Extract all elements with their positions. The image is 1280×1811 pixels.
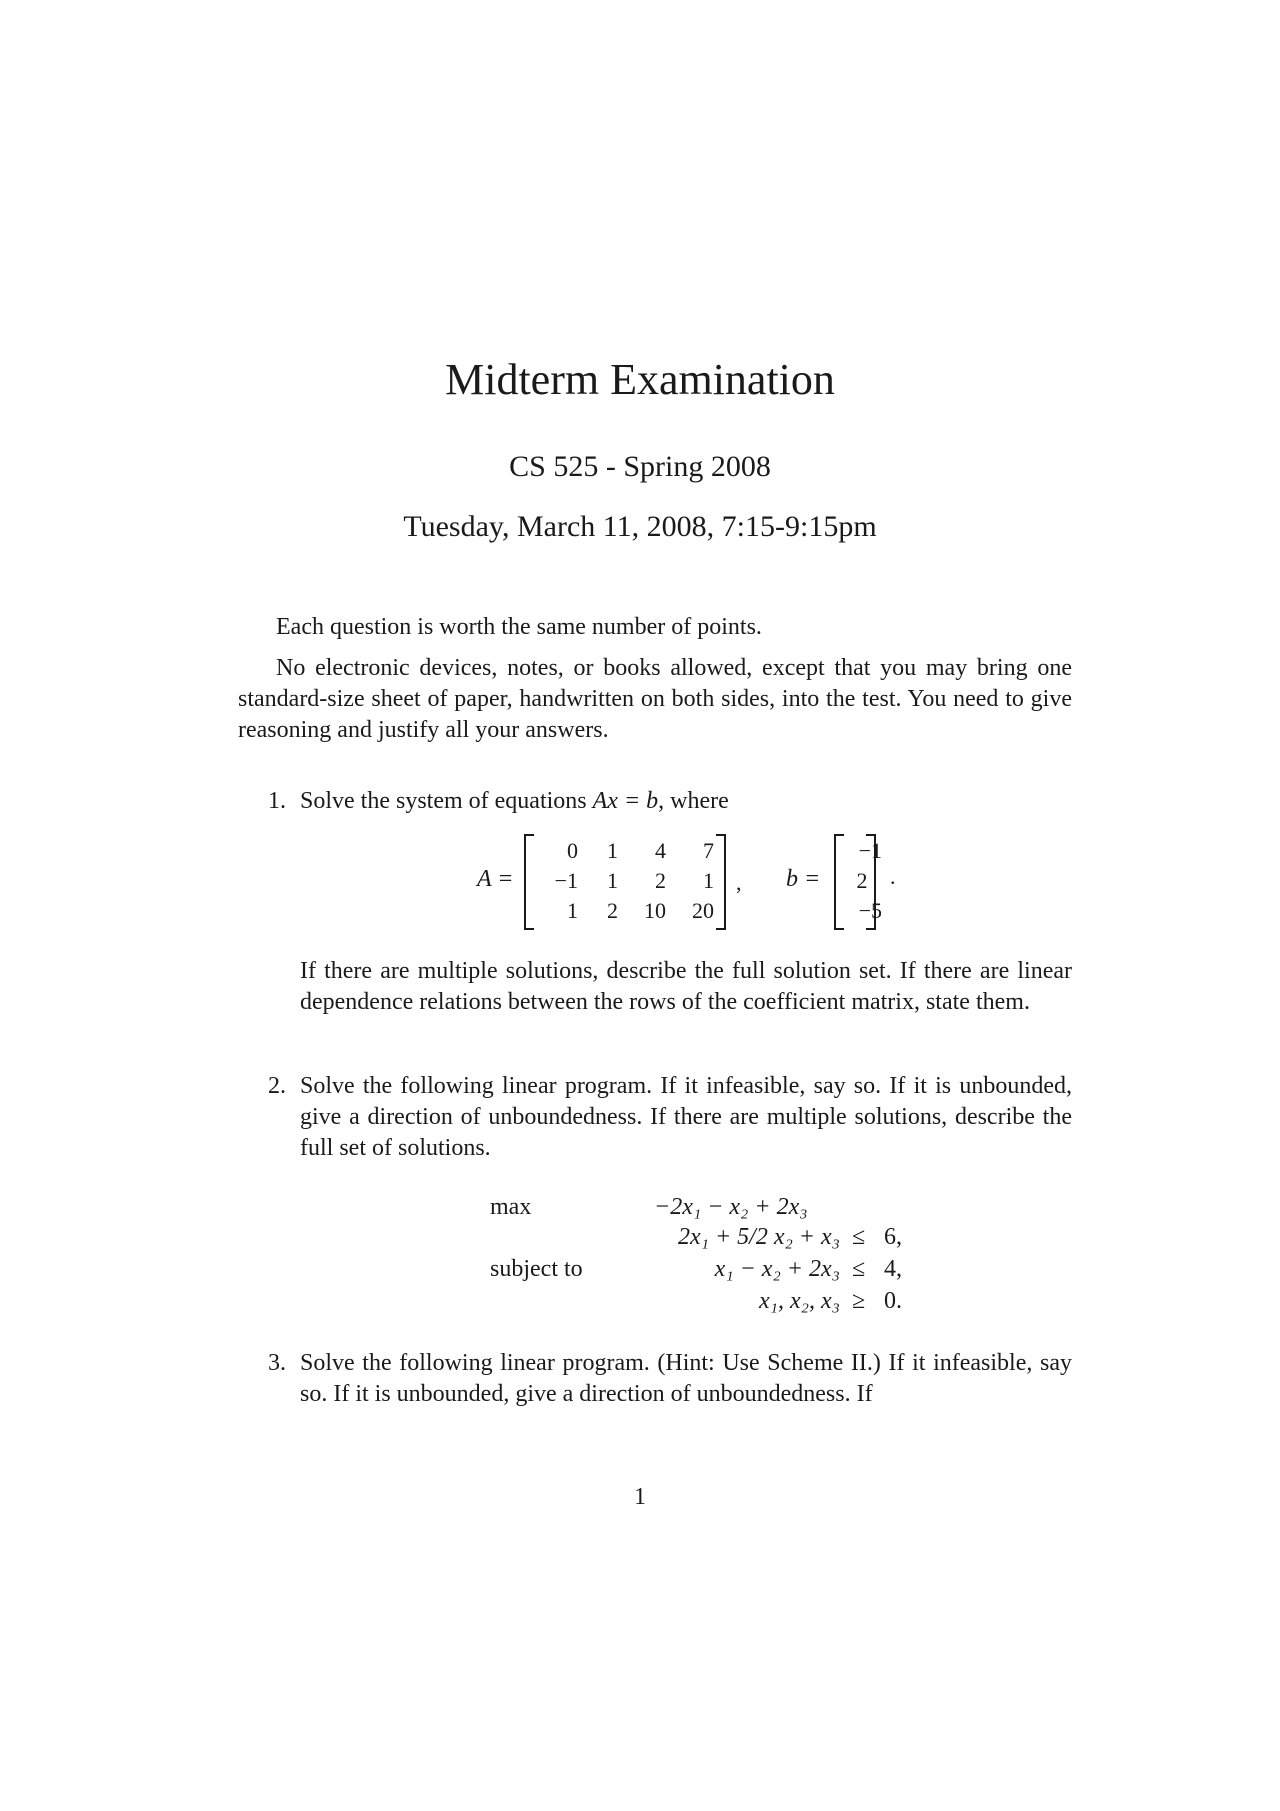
course-name: CS 525 - Spring 2008 [509,450,771,483]
matrix-a-cell: −1 [554,868,578,893]
matrix-a-cell: 4 [655,838,666,863]
vector-b-cell: 2 [856,868,868,893]
matrix-a-cell: 0 [567,838,578,863]
instruction-points: Each question is worth the same number of points. [276,614,762,640]
lp-constraint-3-rel: ≥ [852,1288,866,1314]
matrix-a-cell: 2 [607,898,618,923]
vector-b-cell: −1 [858,838,882,863]
matrix-a-cell: 1 [567,898,578,923]
question-1-number: 1. [268,788,286,814]
matrix-a-left-bracket [524,834,534,930]
lp-constraint-1-rel: ≤ [852,1224,866,1250]
matrix-a-label: A = [477,866,514,892]
lp-constraint-3-rhs: 0. [884,1288,902,1314]
matrix-a-cell: 20 [692,898,714,923]
vector-b-cell: −5 [858,898,882,923]
question-2-text: Solve the following linear program. If it infeasible, say so. If it is unbounded, give a direction of unboundedness. If there are multiple solutions, describe the full set of solutions. [300,1073,1072,1161]
matrix-a-cell: 2 [655,868,666,893]
lp-constraint-2-lhs: x₁ − x₂ + 2x₃ [714,1256,840,1282]
question-1-intro [300,786,1072,817]
vector-b-right-bracket [866,834,876,930]
question-3-text: Solve the following linear program. (Hint: Use Scheme II.) If it infeasible, say so. If it is unbounded, give a direction of unboundedness. If [300,1350,1072,1407]
matrix-a-right-bracket [716,834,726,930]
lp-subject-to-label: subject to [490,1256,583,1282]
instruction-rules: No electronic devices, notes, or books allowed, except that you may bring one standard-size sheet of paper, handwritten on both sides, into the test. You need to give reasoning and justify all your answers. [238,655,1072,743]
question-1-intro-suffix: , where [658,788,729,814]
matrix-a [536,836,714,926]
question-1-intro-prefix: Solve the system of equations [300,788,587,814]
exam-title: Midterm Examination [445,355,835,404]
question-1-equation: Ax = b [592,788,659,814]
question-1-followup: If there are multiple solutions, describe the full solution set. If there are linear dependence relations between the rows of the coefficient matrix, state them. [300,958,1072,1015]
lp-constraint-2-rhs: 4, [884,1256,902,1282]
lp-constraint-2-rel: ≤ [852,1256,866,1282]
matrix-a-cell: 10 [644,898,666,923]
lp-max-label: max [490,1194,532,1220]
lp-constraint-3-lhs: x₁, x₂, x₃ [759,1288,840,1314]
question-3-number: 3. [268,1350,286,1376]
lp-objective-text: −2x₁ − x₂ + 2x₃ [654,1194,808,1220]
question-2-number: 2. [268,1073,286,1099]
vector-b-label: b = [786,866,821,892]
exam-date: Tuesday, March 11, 2008, 7:15-9:15pm [403,510,877,543]
matrix-end-period: . [890,864,896,889]
lp-objective [654,1192,808,1222]
lp-constraint-1-rhs: 6, [884,1224,902,1250]
matrix-separator-comma: , [736,870,742,895]
matrix-a-cell: 1 [607,838,618,863]
vector-b [842,836,882,926]
matrix-a-cell: 1 [703,868,714,893]
lp-constraint-1-lhs: 2x₁ + 5/2 x₂ + x₃ [677,1224,840,1250]
matrix-a-cell: 1 [607,868,618,893]
matrix-a-cell: 7 [703,838,714,863]
page-number: 1 [634,1484,646,1510]
